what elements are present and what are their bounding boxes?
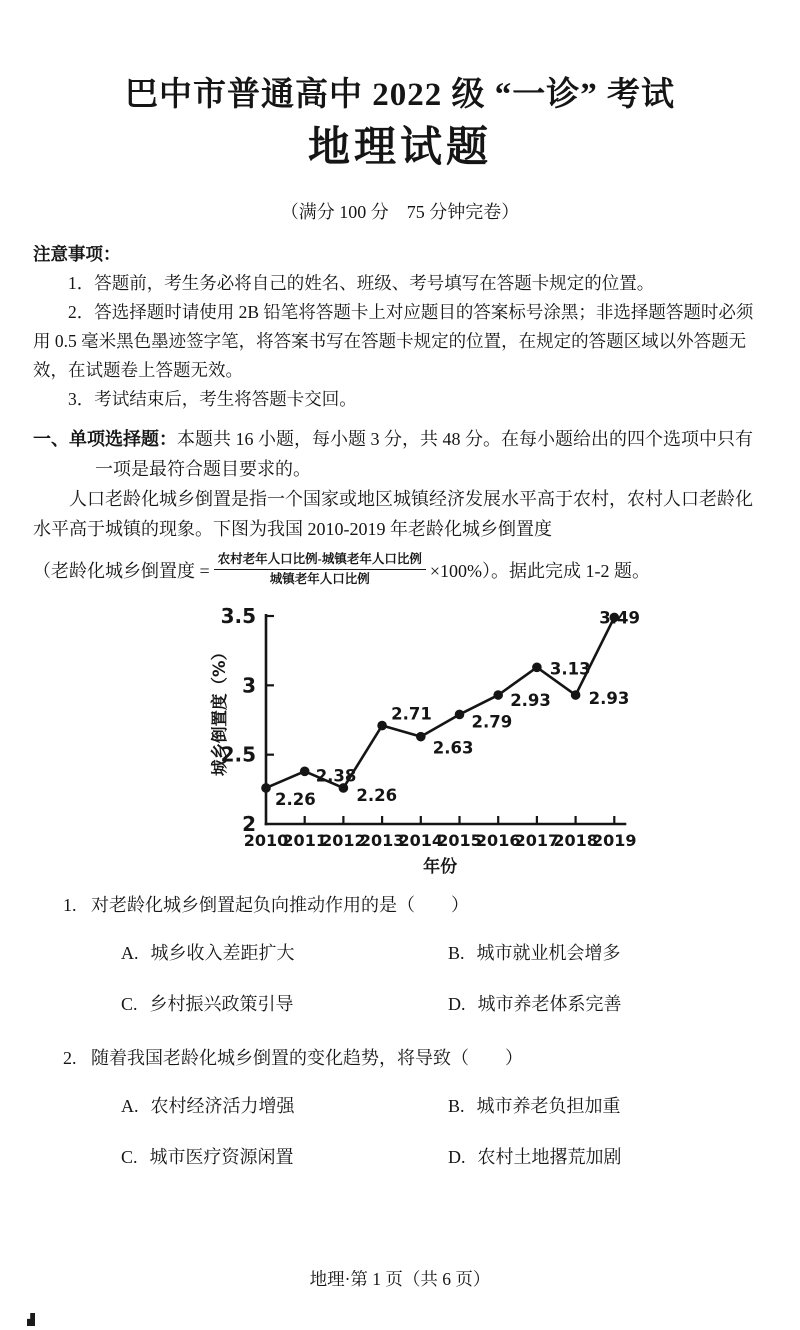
option-2c bbox=[121, 1142, 448, 1172]
svg-text:2.26: 2.26 bbox=[356, 785, 398, 805]
formula-denominator: 城镇老年人口比例 bbox=[269, 572, 370, 587]
option-2d-label: D. bbox=[448, 1146, 466, 1167]
svg-text:城乡倒置度（%）: 城乡倒置度（%） bbox=[210, 643, 229, 776]
option-1b-label: B. bbox=[448, 942, 465, 963]
option-2b bbox=[448, 1091, 767, 1121]
svg-text:3.5: 3.5 bbox=[220, 603, 256, 628]
question-1-text: 对老龄化城乡倒置起负向推动作用的是（ ） bbox=[91, 894, 469, 915]
section-heading-label: 一、单项选择题： bbox=[33, 429, 177, 449]
page-footer: 地理·第 1 页（共 6 页） bbox=[309, 1269, 491, 1289]
exam-info: （满分 100 分 75 分钟完卷） bbox=[280, 202, 520, 222]
section-heading-text: 本题共 16 小题，每小题 3 分，共 48 分。在每小题给出的四个选项中只有一项是最符合题目要求的。 bbox=[95, 429, 753, 479]
svg-text:2011: 2011 bbox=[282, 830, 327, 850]
option-1b-text: 城市就业机会增多 bbox=[476, 942, 621, 963]
question-1-options bbox=[121, 938, 767, 1019]
svg-text:2019: 2019 bbox=[592, 830, 637, 850]
question-2-options bbox=[121, 1091, 767, 1172]
option-2a bbox=[121, 1091, 448, 1121]
question-2-stem bbox=[63, 1043, 767, 1073]
exam-title: 巴中市普通高中 2022 级 “一诊” 考试 bbox=[125, 77, 675, 113]
formula-fraction bbox=[214, 550, 426, 590]
question-2-text: 随着我国老龄化城乡倒置的变化趋势，将导致（ ） bbox=[91, 1047, 523, 1068]
svg-text:2018: 2018 bbox=[553, 830, 598, 850]
formula-suffix: ×100%）。据此完成 1-2 题。 bbox=[429, 560, 650, 581]
svg-text:2.93: 2.93 bbox=[510, 690, 551, 710]
svg-text:2015: 2015 bbox=[437, 830, 482, 850]
svg-text:2010: 2010 bbox=[243, 830, 289, 850]
option-1c bbox=[121, 989, 448, 1019]
option-1a bbox=[121, 938, 448, 968]
exam-page bbox=[0, 74, 800, 1172]
svg-text:3.49: 3.49 bbox=[599, 608, 641, 628]
question-1-stem bbox=[63, 890, 767, 920]
option-2a-label: A. bbox=[121, 1095, 139, 1116]
svg-text:2017: 2017 bbox=[514, 830, 560, 850]
svg-text:2013: 2013 bbox=[359, 830, 405, 850]
inversion-line-chart bbox=[209, 600, 655, 878]
svg-text:年份: 年份 bbox=[423, 856, 458, 877]
svg-text:2.5: 2.5 bbox=[220, 742, 256, 767]
formula-prefix: （老龄化城乡倒置度 = bbox=[33, 560, 210, 581]
notice-heading: 注意事项： bbox=[33, 244, 121, 264]
option-1c-label: C. bbox=[121, 993, 138, 1014]
svg-text:3.13: 3.13 bbox=[549, 659, 591, 679]
svg-text:2016: 2016 bbox=[475, 830, 521, 850]
notice-item: 3．考试结束后，考生将答题卡交回。 bbox=[68, 389, 357, 409]
formula-line bbox=[33, 550, 767, 590]
option-1a-label: A. bbox=[121, 942, 139, 963]
section-heading bbox=[33, 424, 767, 484]
print-artifact bbox=[27, 1313, 35, 1326]
question-1-number: 1. bbox=[63, 894, 77, 915]
option-2c-text: 城市医疗资源闲置 bbox=[149, 1146, 294, 1167]
notice-section bbox=[33, 240, 767, 414]
option-2b-text: 城市养老负担加重 bbox=[476, 1095, 621, 1116]
option-1c-text: 乡村振兴政策引导 bbox=[149, 993, 294, 1014]
option-1d bbox=[448, 989, 767, 1019]
option-1b bbox=[448, 938, 767, 968]
option-2b-label: B. bbox=[448, 1095, 465, 1116]
svg-text:2.71: 2.71 bbox=[391, 704, 432, 724]
question-1 bbox=[63, 890, 767, 1019]
question-2-number: 2. bbox=[63, 1047, 77, 1068]
option-1d-label: D. bbox=[448, 993, 466, 1014]
svg-text:2.79: 2.79 bbox=[471, 712, 513, 732]
svg-text:2.63: 2.63 bbox=[432, 738, 474, 758]
svg-text:2: 2 bbox=[242, 811, 256, 836]
option-2c-label: C. bbox=[121, 1146, 138, 1167]
notice-item: 2．答选择题时请使用 2B 铅笔将答题卡上对应题目的答案标号涂黑；非选择题答题时必须用 0.5 毫米黑色墨迹签字笔，将答案书写在答题卡规定的位置，在规定的答题区域以外答题无效，在试题卷上答题无效。 bbox=[33, 302, 754, 380]
option-2d-text: 农村土地撂荒加剧 bbox=[477, 1146, 622, 1167]
option-2a-text: 农村经济活力增强 bbox=[150, 1095, 295, 1116]
option-1d-text: 城市养老体系完善 bbox=[477, 993, 622, 1014]
inversion-chart-svg bbox=[209, 600, 655, 878]
notice-item: 1．答题前，考生务必将自己的姓名、班级、考号填写在答题卡规定的位置。 bbox=[68, 273, 655, 293]
formula-numerator: 农村老年人口比例-城镇老年人口比例 bbox=[214, 550, 426, 570]
question-2 bbox=[63, 1043, 767, 1172]
option-2d bbox=[448, 1142, 767, 1172]
svg-text:2.93: 2.93 bbox=[588, 688, 630, 708]
exam-subtitle: 地理试题 bbox=[307, 125, 492, 171]
svg-text:3: 3 bbox=[242, 673, 256, 698]
svg-text:2.38: 2.38 bbox=[315, 766, 357, 786]
question-intro-paragraph: 人口老龄化城乡倒置是指一个国家或地区城镇经济发展水平高于农村，农村人口老龄化水平高于城镇的现象。下图为我国 2010-2019 年老龄化城乡倒置度 bbox=[33, 489, 753, 539]
svg-text:2.26: 2.26 bbox=[275, 789, 316, 809]
option-1a-text: 城乡收入差距扩大 bbox=[150, 942, 295, 963]
svg-text:2012: 2012 bbox=[321, 830, 366, 850]
svg-text:2014: 2014 bbox=[398, 830, 444, 850]
